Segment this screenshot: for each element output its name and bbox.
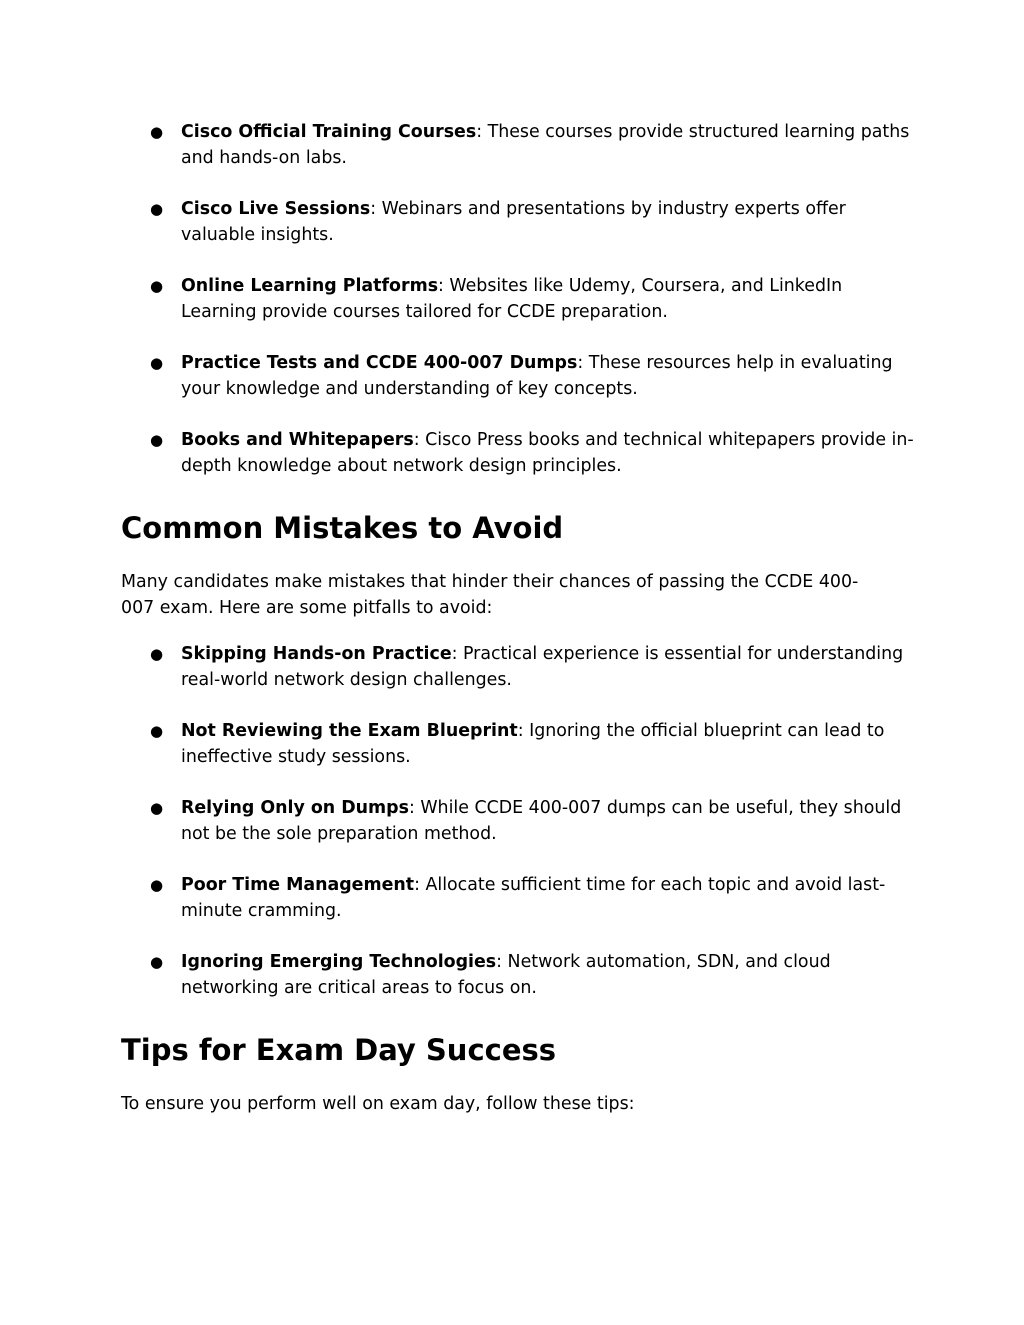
bullet-icon: ● — [150, 799, 164, 817]
tips-heading: Tips for Exam Day Success — [121, 1033, 557, 1067]
item-term: Cisco Official Training Courses — [181, 122, 477, 142]
item-term: Cisco Live Sessions — [181, 199, 371, 219]
list-item — [0, 427, 1024, 479]
mistakes-list — [0, 641, 1024, 1001]
list-item — [0, 641, 1024, 693]
list-item — [0, 119, 1024, 171]
item-term: Books and Whitepapers — [181, 430, 414, 450]
item-description: : Ignoring the official blueprint can lead to ineffective study sessions. — [181, 721, 885, 767]
item-term: Relying Only on Dumps — [181, 798, 409, 818]
bullet-icon: ● — [150, 123, 164, 141]
item-description: : Cisco Press books and technical whitepapers provide in-depth knowledge about network design principles. — [181, 430, 914, 476]
bullet-icon: ● — [150, 200, 164, 218]
tips-intro: To ensure you perform well on exam day, follow these tips: — [121, 1094, 635, 1114]
item-description: : Allocate sufficient time for each topic and avoid last-minute cramming. — [181, 875, 886, 921]
item-description: : Websites like Udemy, Coursera, and LinkedIn Learning provide courses tailored for CCDE preparation. — [181, 276, 843, 322]
resources-list — [0, 119, 1024, 479]
item-description: : Network automation, SDN, and cloud networking are critical areas to focus on. — [181, 952, 831, 998]
bullet-icon: ● — [150, 645, 164, 663]
mistakes-heading: Common Mistakes to Avoid — [121, 511, 564, 545]
item-term: Poor Time Management — [181, 875, 415, 895]
item-description: : Webinars and presentations by industry experts offer valuable insights. — [181, 199, 846, 245]
list-item — [0, 273, 1024, 325]
item-term: Not Reviewing the Exam Blueprint — [181, 721, 518, 741]
item-term: Ignoring Emerging Technologies — [181, 952, 497, 972]
bullet-icon: ● — [150, 277, 164, 295]
bullet-icon: ● — [150, 953, 164, 971]
item-term: Skipping Hands-on Practice — [181, 644, 452, 664]
bullet-icon: ● — [150, 354, 164, 372]
list-item — [0, 718, 1024, 770]
bullet-icon: ● — [150, 876, 164, 894]
item-description: : While CCDE 400-007 dumps can be useful, they should not be the sole preparation method. — [181, 798, 902, 844]
bullet-icon: ● — [150, 722, 164, 740]
list-item — [0, 949, 1024, 1001]
list-item — [0, 795, 1024, 847]
item-description: : Practical experience is essential for understanding real-world network design challenges. — [181, 644, 904, 690]
item-term: Online Learning Platforms — [181, 276, 439, 296]
list-item — [0, 872, 1024, 924]
item-description: : These resources help in evaluating your knowledge and understanding of key concepts. — [181, 353, 893, 399]
item-term: Practice Tests and CCDE 400-007 Dumps — [181, 353, 578, 373]
list-item — [0, 196, 1024, 248]
list-item — [0, 350, 1024, 402]
bullet-icon: ● — [150, 431, 164, 449]
mistakes-intro: Many candidates make mistakes that hinder their chances of passing the CCDE 400-007 exam. Here are some pitfalls to avoid: — [121, 572, 859, 618]
item-description: : These courses provide structured learning paths and hands-on labs. — [181, 122, 910, 168]
